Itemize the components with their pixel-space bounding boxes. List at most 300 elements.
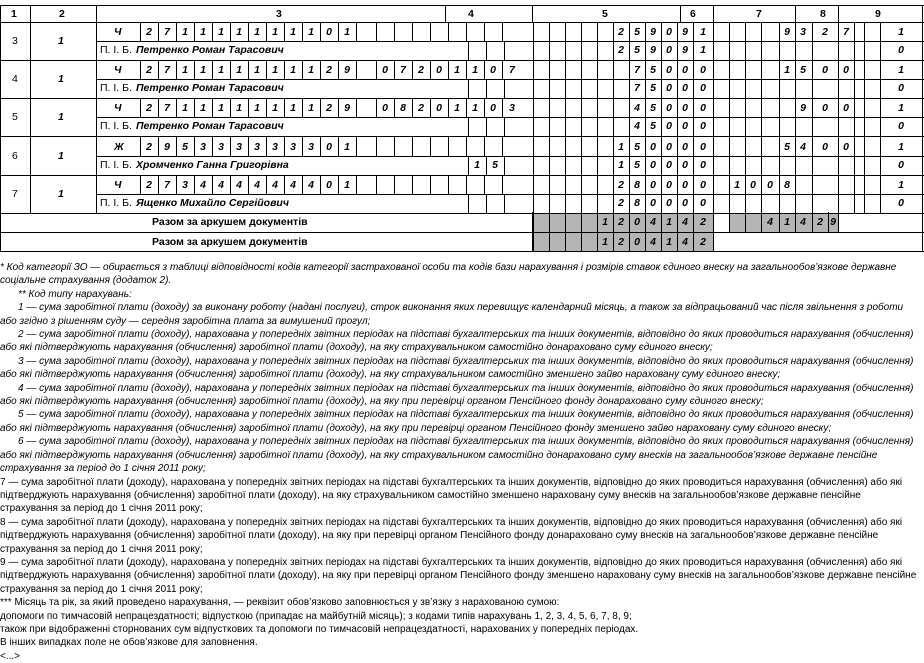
total-digit: 4 (800, 216, 806, 228)
id-digit: 4 (254, 179, 260, 191)
id-digit: 1 (236, 26, 242, 38)
grid-vline (96, 22, 97, 60)
grid-vline (693, 137, 694, 175)
grid-vline (613, 98, 614, 136)
grid-vline (0, 232, 1, 251)
grid-vline (0, 5, 1, 22)
id-digit: 1 (254, 26, 260, 38)
period-digit: 0 (490, 102, 496, 114)
grid-vline (504, 41, 505, 60)
grid-vline (430, 175, 431, 194)
grid-vline (922, 22, 923, 60)
sum-digit: 0 (682, 82, 688, 94)
grid-vline (597, 22, 598, 60)
grid-vline (394, 175, 395, 194)
row-index: 1 (58, 73, 64, 85)
grid-vline (812, 98, 813, 136)
id-digit: 1 (218, 64, 224, 76)
grid-vline (565, 60, 566, 98)
grid-vline (838, 5, 839, 22)
contribution-digit: 0 (822, 141, 828, 153)
row-number: 4 (12, 73, 18, 85)
grid-vline (502, 137, 503, 156)
grid-vline (504, 156, 505, 175)
id-digit: 0 (326, 141, 332, 153)
sum-digit: 1 (618, 141, 624, 153)
grid-hline (96, 41, 924, 42)
id-digit: 2 (146, 102, 152, 114)
sum-digit: 0 (666, 44, 672, 56)
sum-digit: 0 (700, 197, 706, 209)
grid-vline (430, 137, 431, 156)
grid-vline (448, 22, 449, 41)
grid-vline (864, 175, 865, 213)
grid-vline (713, 212, 714, 232)
period-digit: 0 (436, 64, 442, 76)
sum-digit: 2 (618, 44, 624, 56)
grid-vline (854, 175, 855, 213)
sum-digit: 2 (618, 26, 624, 38)
id-digit: 1 (182, 64, 188, 76)
days-digit: 8 (784, 179, 790, 191)
id-digit: 1 (308, 102, 314, 114)
grid-vline (468, 41, 469, 60)
person-name: Хромченко Ганна Григорівна (136, 159, 289, 171)
days-digit: 1 (734, 179, 740, 191)
contribution-digit: 1 (784, 64, 790, 76)
grid-vline (0, 175, 1, 213)
grid-vline (356, 22, 357, 41)
grid-hline (0, 60, 924, 61)
grid-vline (812, 22, 813, 60)
sum-digit: 0 (666, 120, 672, 132)
total-digit: 4 (650, 216, 656, 228)
sum-digit: 0 (666, 64, 672, 76)
grid-vline (693, 22, 694, 60)
row-number: 3 (12, 35, 18, 47)
id-digit: 1 (200, 102, 206, 114)
grid-vline (922, 212, 923, 232)
grid-vline (376, 22, 377, 41)
contribution-digit: 0 (843, 102, 849, 114)
grid-vline (502, 98, 503, 117)
grid-vline (922, 98, 923, 136)
grid-vline (581, 22, 582, 60)
code-digit: 0 (898, 197, 904, 209)
grid-vline (448, 137, 449, 156)
grid-vline (693, 175, 694, 213)
sum-digit: 9 (650, 44, 656, 56)
code-digit: 1 (898, 102, 904, 114)
period-digit: 0 (382, 102, 388, 114)
column-header-3: 3 (276, 7, 282, 20)
grid-vline (0, 60, 1, 98)
grid-vline (864, 98, 865, 136)
id-digit: 1 (272, 102, 278, 114)
grid-hline (0, 136, 924, 137)
accrual-type-digit: 5 (492, 159, 498, 171)
note-type-6: 6 — сума заробітної плати (доходу), нарахована у попередніх звітних періодах на підставі бухгалтерських та інших документів, відповідно до яких проводиться нарахування (обчислення) або які підтверджують нарахування (обчислення) заробітної плати (доходу), на яку страхувальником самостійно донараховано суму внесків на загальнообов’язкове державне пенсійне страхування за період до 1 січня 2011 року; (0, 436, 914, 475)
grid-vline (565, 232, 566, 251)
grid-vline (880, 175, 881, 213)
id-digit: 0 (326, 179, 332, 191)
grid-vline (838, 175, 839, 213)
id-digit: 9 (344, 64, 350, 76)
grid-vline (502, 22, 503, 41)
sum-digit: 0 (666, 26, 672, 38)
grid-vline (468, 79, 469, 98)
column-header-8: 8 (820, 7, 826, 20)
grid-vline (922, 137, 923, 175)
sum-digit: 0 (682, 179, 688, 191)
id-digit: 1 (182, 102, 188, 114)
note-month-year: *** Місяць та рік, за який проведено нарахування, — реквізит обов’язково заповнюється у зв’язку з нарахованою сумою: (0, 597, 560, 609)
id-digit: 4 (236, 179, 242, 191)
person-name: Петренко Роман Тарасович (136, 82, 284, 94)
id-digit: 2 (146, 179, 152, 191)
grid-vline (504, 117, 505, 136)
grid-vline (880, 22, 881, 60)
grid-vline (356, 137, 357, 156)
person-name: Петренко Роман Тарасович (136, 44, 284, 56)
total-digit: 2 (618, 216, 624, 228)
grid-vline (613, 60, 614, 98)
code-digit: 1 (898, 179, 904, 191)
grid-vline (864, 22, 865, 60)
sum-digit: 5 (634, 141, 640, 153)
id-digit: 3 (200, 141, 206, 153)
grid-vline (445, 5, 446, 22)
grid-vline (795, 5, 796, 22)
grid-vline (412, 22, 413, 41)
grid-vline (581, 98, 582, 136)
grid-hline (96, 117, 924, 118)
grid-vline (713, 60, 714, 98)
grid-vline (713, 22, 714, 60)
total-digit: 1 (784, 216, 790, 228)
pib-label: П. І. Б. (100, 197, 132, 209)
grid-vline (466, 137, 467, 156)
grid-vline (376, 137, 377, 156)
category-code: Ж (114, 141, 124, 153)
grid-vline (597, 60, 598, 98)
grid-vline (581, 212, 582, 232)
grid-vline (880, 137, 881, 175)
row-number: 5 (12, 111, 18, 123)
sum-digit: 0 (666, 102, 672, 114)
sum-digit: 5 (634, 44, 640, 56)
grid-vline (581, 60, 582, 98)
period-digit: 0 (436, 102, 442, 114)
total-digit: 0 (634, 235, 640, 248)
contribution-digit: 0 (822, 102, 828, 114)
grid-vline (356, 98, 357, 117)
grid-vline (532, 5, 533, 22)
grid-vline (713, 232, 714, 251)
grid-vline (854, 137, 855, 175)
sum-digit: 2 (618, 197, 624, 209)
grid-vline (533, 22, 534, 60)
total-digit: 2 (700, 216, 706, 228)
grid-vline (376, 175, 377, 194)
sum-digit: 7 (634, 64, 640, 76)
grid-vline (779, 98, 780, 136)
note-month-year-b: також при відображенні сторнованих сум відпусткових та допомоги по тимчасовій непрацездатності, нарахованих у попередніх періодах. (0, 623, 639, 635)
sum-digit: 0 (700, 120, 706, 132)
grid-vline (795, 175, 796, 213)
grid-vline (864, 60, 865, 98)
column-header-6: 6 (690, 7, 696, 20)
grid-vline (693, 60, 694, 98)
id-digit: 3 (272, 141, 278, 153)
days-digit: 0 (750, 179, 756, 191)
sum-digit: 5 (650, 120, 656, 132)
id-digit: 4 (290, 179, 296, 191)
id-digit: 1 (200, 64, 206, 76)
code-digit: 0 (898, 82, 904, 94)
code-digit: 0 (898, 159, 904, 171)
grid-vline (430, 22, 431, 41)
accrual-type-digit: 3 (509, 102, 515, 114)
note-category: * Код категорії ЗО — обирається з таблиці відповідності кодів категорії застрахованої особи та кодів бази нарахування і розмірів ставок єдиного внеску на загальнообов’язкове державне соціальне страхування (додаток 2). (0, 262, 897, 287)
column-header-2: 2 (59, 7, 65, 20)
sum-digit: 5 (634, 159, 640, 171)
id-digit: 3 (290, 141, 296, 153)
grid-hline (0, 98, 924, 99)
days-digit: 0 (767, 179, 773, 191)
code-digit: 1 (898, 141, 904, 153)
grid-vline (745, 60, 746, 98)
category-code: Ч (114, 102, 122, 114)
grid-vline (0, 137, 1, 175)
id-digit: 7 (164, 64, 170, 76)
id-digit: 1 (254, 64, 260, 76)
grid-vline (597, 175, 598, 213)
code-digit: 0 (898, 120, 904, 132)
id-digit: 2 (146, 26, 152, 38)
id-digit: 3 (236, 141, 242, 153)
person-name: Ященко Михайло Сергійович (136, 197, 289, 209)
footnotes (0, 261, 920, 663)
grid-vline (486, 79, 487, 98)
grid-vline (533, 137, 534, 175)
sum-digit: 0 (650, 197, 656, 209)
id-digit: 2 (326, 64, 332, 76)
note-type-5: 5 — сума заробітної плати (доходу), нарахована у попередніх звітних періодах на підставі бухгалтерських та інших документів, відповідно до яких проводиться нарахування (обчислення) або які підтверджують нарахування (обчислення) заробітної плати (доходу), на яку при перевірці органом Пенсійного фонду зменшено зайво нараховану суму єдиного внеску; (0, 409, 914, 434)
sum-digit: 0 (666, 82, 672, 94)
id-digit: 1 (236, 64, 242, 76)
sum-digit: 0 (682, 197, 688, 209)
note-type-3: 3 — сума заробітної плати (доходу), нарахована у попередніх звітних періодах на підставі бухгалтерських та інших документів, відповідно до яких проводиться нарахування (обчислення) або які підтверджують нарахування (обчислення) заробітної плати (доходу), на яку страхувальником самостійно зменшено зайво нараховану суму єдиного внеску; (0, 355, 914, 381)
sum-digit: 5 (650, 64, 656, 76)
grid-vline (549, 60, 550, 98)
grid-hline (0, 232, 924, 233)
grid-vline (412, 175, 413, 194)
grid-vline (412, 137, 413, 156)
total-digit: 4 (650, 235, 656, 248)
sum-digit: 7 (634, 82, 640, 94)
grid-vline (812, 137, 813, 175)
id-digit: 1 (344, 179, 350, 191)
sum-digit: 0 (700, 102, 706, 114)
id-digit: 5 (182, 141, 188, 153)
period-digit: 1 (472, 102, 478, 114)
row-index: 1 (58, 150, 64, 162)
grid-vline (96, 60, 97, 98)
accrual-type-digit: 7 (509, 64, 515, 76)
grid-vline (597, 98, 598, 136)
sum-digit: 0 (700, 179, 706, 191)
grid-vline (581, 137, 582, 175)
id-digit: 2 (326, 102, 332, 114)
grid-vline (729, 98, 730, 136)
grid-vline (30, 5, 31, 22)
category-code: Ч (114, 179, 122, 191)
grid-hline (96, 79, 924, 80)
note-type-1: 1 — сума заробітної плати (доходу) за виконану роботу (надані послуги), строк виконання яких перевищує календарний місяць, а також за відпрацьований час після звільнення з роботи або згідно з рішенням суду — середня заробітна плата за вимушений прогул; (0, 302, 904, 327)
sum-digit: 2 (618, 179, 624, 191)
id-digit: 1 (290, 26, 296, 38)
contribution-digit: 9 (800, 102, 806, 114)
grid-vline (30, 175, 31, 213)
sum-digit: 1 (618, 159, 624, 171)
grid-hline (96, 156, 924, 157)
sum-digit: 0 (700, 82, 706, 94)
id-digit: 1 (272, 64, 278, 76)
sum-digit: 0 (700, 159, 706, 171)
id-digit: 1 (344, 141, 350, 153)
grid-vline (30, 137, 31, 175)
accrual-type-digit: 1 (474, 159, 480, 171)
id-digit: 3 (308, 141, 314, 153)
sum-digit: 0 (666, 141, 672, 153)
grid-vline (565, 98, 566, 136)
sum-digit: 5 (650, 82, 656, 94)
pib-label: П. І. Б. (100, 44, 132, 56)
grid-vline (502, 175, 503, 194)
grid-vline (549, 22, 550, 60)
id-digit: 1 (236, 102, 242, 114)
total-digit: 1 (666, 235, 672, 248)
grid-vline (581, 232, 582, 251)
sum-digit: 0 (700, 141, 706, 153)
grid-vline (880, 60, 881, 98)
note-type-2: 2 — сума заробітної плати (доходу), нарахована у попередніх звітних періодах на підставі бухгалтерських та інших документів, відповідно до яких проводиться нарахування (обчислення) або які підтверджують нарахування (обчислення) заробітної плати (доходу), на яку страхувальником самостійно донараховано суму єдиного внеску; (0, 329, 914, 354)
contribution-digit: 4 (800, 141, 806, 153)
grid-vline (502, 60, 503, 79)
id-digit: 1 (290, 102, 296, 114)
grid-vline (533, 232, 534, 251)
person-name: Петренко Роман Тарасович (136, 120, 284, 132)
sum-digit: 8 (634, 179, 640, 191)
grid-vline (394, 22, 395, 41)
sum-digit: 9 (682, 44, 688, 56)
sum-digit: 1 (700, 26, 706, 38)
sum-digit: 0 (666, 179, 672, 191)
period-digit: 1 (454, 64, 460, 76)
total-digit: 2 (817, 216, 823, 228)
grid-vline (96, 98, 97, 136)
grid-vline (549, 232, 550, 251)
id-digit: 1 (272, 26, 278, 38)
pib-label: П. І. Б. (100, 120, 132, 132)
grid-vline (549, 98, 550, 136)
grid-hline (0, 175, 924, 176)
id-digit: 7 (164, 102, 170, 114)
grid-vline (729, 22, 730, 60)
period-digit: 0 (382, 64, 388, 76)
pib-label: П. І. Б. (100, 82, 132, 94)
id-digit: 7 (164, 26, 170, 38)
category-code: Ч (114, 26, 122, 38)
sum-digit: 4 (634, 102, 640, 114)
contribution-digit: 0 (822, 64, 828, 76)
grid-vline (468, 194, 469, 213)
id-digit: 1 (182, 26, 188, 38)
sum-digit: 5 (634, 26, 640, 38)
grid-vline (533, 212, 534, 232)
id-digit: 4 (200, 179, 206, 191)
id-digit: 2 (146, 141, 152, 153)
grid-vline (597, 137, 598, 175)
sum-digit: 0 (666, 197, 672, 209)
grid-vline (761, 22, 762, 60)
grid-vline (533, 60, 534, 98)
grid-vline (394, 137, 395, 156)
grid-vline (565, 22, 566, 60)
note-accrual-type-title: ** Код типу нарахувань: (18, 288, 132, 300)
contribution-digit: 0 (843, 64, 849, 76)
id-digit: 4 (218, 179, 224, 191)
contribution-digit: 5 (784, 141, 790, 153)
grid-vline (761, 98, 762, 136)
grid-hline (0, 22, 924, 23)
note-month-year-c: В інших випадках поле не обов’язкове для заповнення. (0, 637, 258, 649)
period-digit: 2 (418, 64, 424, 76)
grid-vline (745, 22, 746, 60)
column-header-5: 5 (602, 7, 608, 20)
sum-digit: 0 (682, 102, 688, 114)
grid-vline (729, 212, 730, 232)
grid-vline (484, 175, 485, 194)
grid-vline (812, 60, 813, 98)
total-digit: 4 (682, 216, 688, 228)
total-digit: 2 (700, 235, 706, 248)
grid-hline (0, 251, 924, 252)
category-code: Ч (114, 64, 122, 76)
grid-vline (30, 98, 31, 136)
contribution-digit: 9 (784, 26, 790, 38)
row-index: 1 (58, 35, 64, 47)
grid-vline (486, 117, 487, 136)
grid-vline (713, 5, 714, 22)
column-header-9: 9 (875, 7, 881, 20)
sum-digit: 0 (666, 159, 672, 171)
grid-vline (713, 175, 714, 213)
grid-vline (922, 232, 923, 251)
sum-digit: 0 (650, 141, 656, 153)
sum-digit: 0 (682, 159, 688, 171)
note-type-8: 8 — сума заробітної плати (доходу), нарахована у попередніх звітних періодах на підставі бухгалтерських та інших документів, відповідно до яких проводиться нарахування (обчислення) або які підтверджують нарахування (обчислення) заробітної плати (доходу), на яку при перевірці органом Пенсійного фонду донараховано суму внесків на загальнообов’язкове державне пенсійне страхування за період до 1 січня 2011 року; (0, 516, 903, 555)
contributions-table (0, 0, 924, 252)
column-header-7: 7 (756, 7, 762, 20)
id-digit: 1 (308, 64, 314, 76)
grid-vline (484, 22, 485, 41)
note-month-year-a: допомоги по тимчасовій непрацездатності; відпусткою (припадає на майбутній місяць); з кодами типів нарахувань 1, 2, 3, 4, 5, 6, 7, 8, 9; (0, 610, 632, 622)
total-digit: 0 (634, 216, 640, 228)
total-digit: 1 (602, 216, 608, 228)
sum-digit: 9 (650, 26, 656, 38)
